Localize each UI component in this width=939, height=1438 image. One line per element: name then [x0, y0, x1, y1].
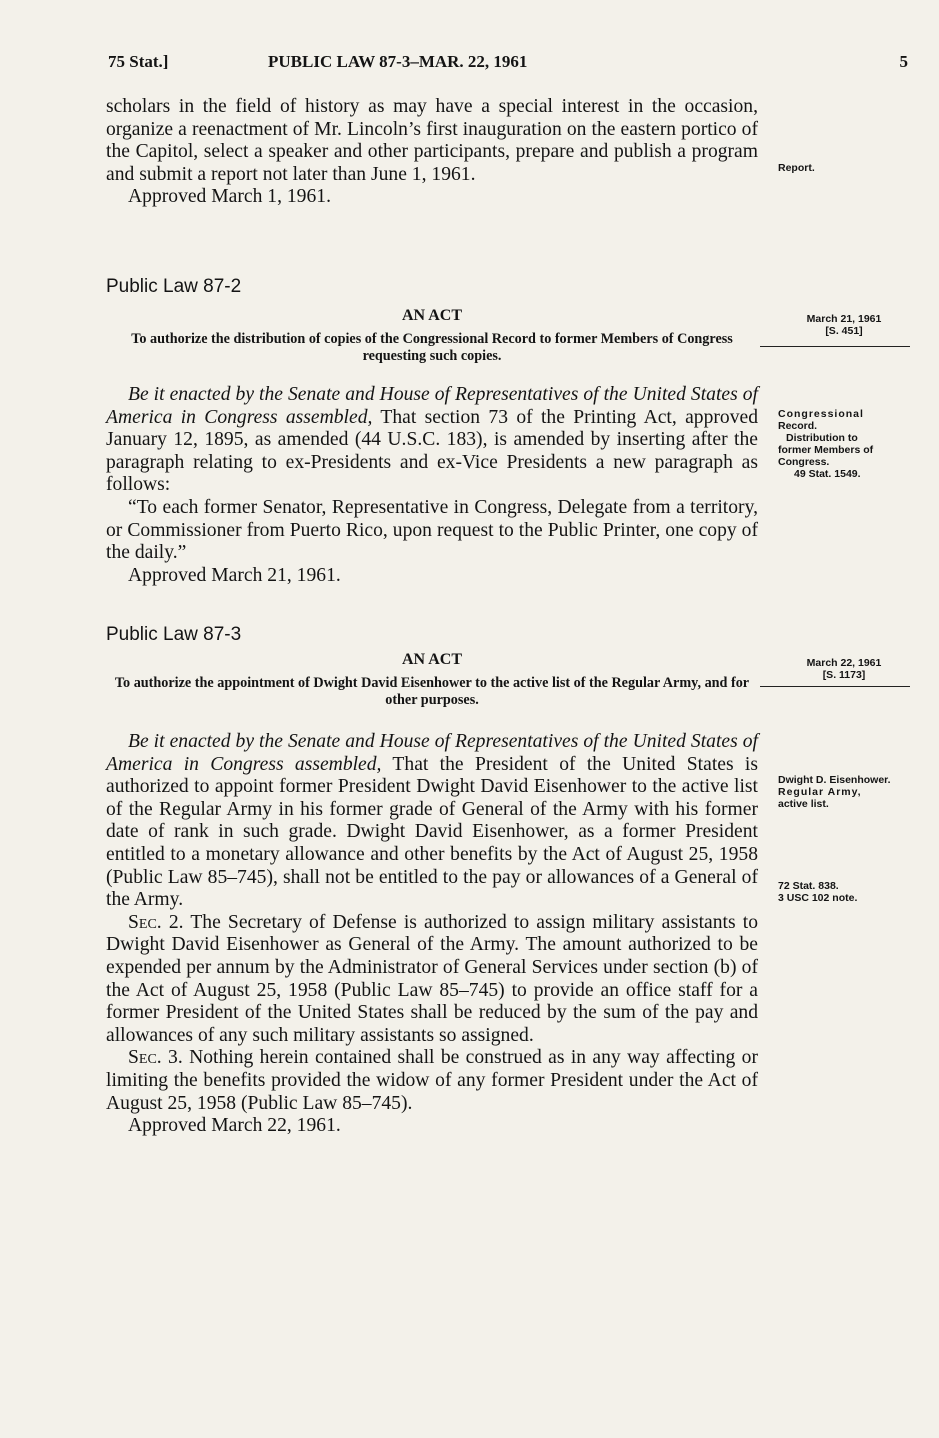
- margin-note-eisenhower: Dwight D. Eisenhower. Regular Army, active list.: [778, 774, 891, 810]
- continuation-paragraph: scholars in the field of history as may have a special interest in the occasion, organize a reenactment of Mr. Lincoln’s first inauguration on the eastern portico of the Capitol, select a speaker and other participants, prepare and publish a program and submit a report not later than June 1, 1961.: [106, 96, 758, 185]
- section-2-paragraph: [106, 912, 758, 1048]
- section-text: That the President of the United States is authorized to appoint former President Dwight David Eisenhower to the active list of the Regular Army in his former grade of General of the Army with his former date of rank in such grade. Dwight David Eisenhower, as a former President entitled to a monetary allowance and other benefits by the Act of August 25, 1958 (Public Law 85–745), shall not be entitled to the pay or allowances of a General of the Army.: [106, 753, 758, 911]
- approved-line: Approved March 21, 1961.: [128, 564, 341, 586]
- section-text: Nothing herein contained shall be construed as in any way affecting or limiting the benefits provided the widow of any former President under the Act of August 25, 1958 (Public Law 85–745).: [106, 1047, 759, 1114]
- section-text: That section 73 of the Printing Act, approved January 12, 1895, as amended (44 U.S.C. 183), is amended by inserting after the paragraph relating to ex-Presidents and ex-Vice Presidents a new paragraph as follows:: [106, 406, 758, 496]
- bill-number: [S. 451]: [825, 325, 863, 337]
- an-act-heading: AN ACT: [401, 307, 462, 324]
- bill-number: [S. 1173]: [822, 669, 866, 681]
- approved-line: Approved March 22, 1961.: [128, 1115, 341, 1137]
- act-purpose: To authorize the distribution of copies of the Congressional Record to former Members of Congress requesting such copies.: [131, 331, 733, 364]
- margin-rule: [760, 686, 910, 687]
- section-label: Sec. 2.: [128, 911, 184, 933]
- section-text: The Secretary of Defense is authorized to assign military assistants to Dwight David Eisenhower as General of the Army. The amount authorized to be expended per annum by the Administrator of General Services under section (b) of the Act of August 25, 1958 (Public Law 85–745) to provide an office staff for a former President of the United States shall be reduced by the sum of the pay and allowances of any such military assistants so assigned.: [106, 911, 758, 1046]
- section-3-paragraph: [106, 1047, 758, 1115]
- law-body: [106, 731, 758, 1138]
- quoted-paragraph: “To each former Senator, Representative in Congress, Delegate from a territory, or Commissioner from Puerto Rico, upon request to the Public Printer, one copy of the daily.”: [106, 496, 758, 564]
- enacting-paragraph: [106, 384, 758, 497]
- enacting-paragraph: [106, 731, 758, 912]
- margin-rule: [760, 346, 910, 347]
- margin-note-date: [778, 657, 910, 681]
- law-title: Public Law 87-2: [106, 276, 242, 297]
- approved-line: Approved March 1, 1961.: [128, 186, 331, 208]
- margin-note-date: [778, 313, 910, 337]
- an-act-heading: AN ACT: [401, 651, 462, 668]
- margin-note-statute-reference: 72 Stat. 838. 3 USC 102 note.: [778, 880, 858, 904]
- enactment-date: March 21, 1961: [806, 313, 882, 325]
- enacting-clause: Be it enacted by the Senate and House of Representatives of the United States of America in Congress assembled,: [106, 384, 758, 428]
- running-head: [108, 52, 908, 76]
- enacting-clause: Be it enacted by the Senate and House of Representatives of the United States of America in Congress assembled,: [106, 731, 758, 775]
- law-title: Public Law 87-3: [106, 624, 242, 645]
- enactment-date: March 22, 1961: [806, 657, 882, 669]
- act-purpose: To authorize the appointment of Dwight David Eisenhower to the active list of the Regular Army, and for other purposes.: [114, 675, 750, 708]
- page-number: 5: [899, 52, 908, 71]
- law-body: [106, 384, 758, 587]
- running-title: PUBLIC LAW 87-3–MAR. 22, 1961: [268, 52, 528, 71]
- continuation-block: [106, 96, 758, 209]
- volume-reference: 75 Stat.]: [108, 52, 169, 71]
- margin-note-congressional-record: Congressional Record. Distribution to former Members of Congress. 49 Stat. 1549.: [778, 408, 874, 480]
- margin-note-report: Report.: [778, 162, 815, 174]
- section-label: Sec. 3.: [128, 1047, 183, 1069]
